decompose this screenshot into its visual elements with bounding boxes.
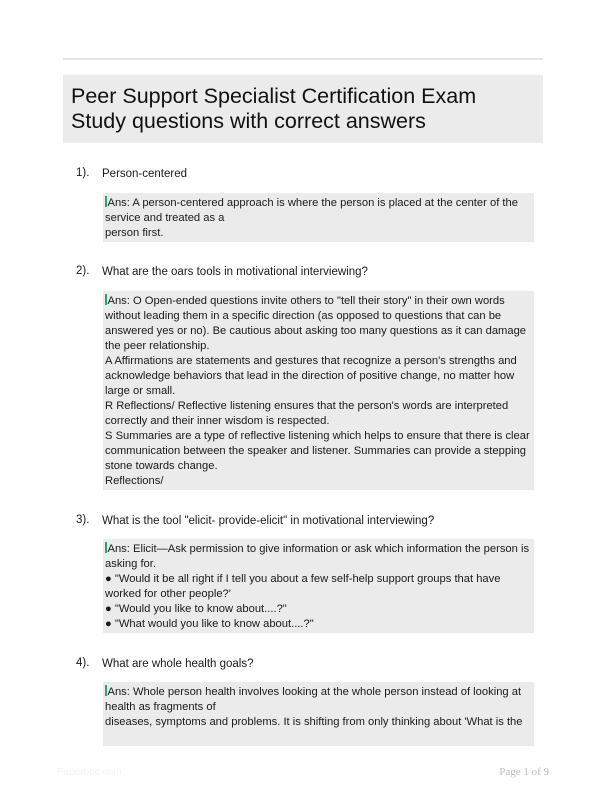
answer-marker [105, 196, 107, 207]
answer-line: Ans: O Open-ended questions invite others to "tell their story" in their own words without leading them in a specific direction (as opposed to questions that can be answered yes or no). Be cautious about asking too many questions as it can damage the peer relationship. [105, 295, 527, 352]
answer-line: person first. [105, 227, 164, 239]
top-divider [63, 58, 543, 60]
question-number: 3). [76, 514, 90, 526]
answer-marker [105, 294, 107, 305]
question-text: What are whole health goals? [102, 658, 254, 670]
question-text: Person-centered [102, 168, 188, 180]
page-indicator: Page 1 of 9 [499, 766, 549, 778]
answer-line: Ans: A person-centered approach is where the person is placed at the center of the service and treated as a [105, 197, 518, 224]
answer-box [103, 193, 534, 242]
answer-box [103, 539, 534, 633]
answer-line: diseases, symptoms and problems. It is shifting from only thinking about 'What is the [105, 716, 523, 728]
title-banner [63, 75, 543, 143]
question-number: 1). [76, 167, 90, 179]
question-text: What is the tool "elicit- provide-elicit" in motivational interviewing? [102, 515, 435, 527]
answer-line: S Summaries are a type of reflective listening which helps to ensure that there is clear communication between the speaker and listener. Summaries can provide a stepping stone towards change. [105, 430, 530, 472]
question-number: 2). [76, 265, 90, 277]
document-title: Peer Support Specialist Certification Exam Study questions with correct answers [71, 84, 477, 133]
answer-line: ● "Would you like to know about....?" [105, 603, 287, 615]
question-number: 4). [76, 657, 90, 669]
answer-box [103, 291, 534, 490]
answer-line: R Reflections/ Reflective listening ensures that the person's words are interpreted correctly and their inner wisdom is respected. [105, 400, 509, 427]
answer-line: ● "What would you like to know about....?" [105, 618, 314, 630]
answer-line: Ans: Elicit—Ask permission to give information or ask which information the person is asking for. [105, 543, 530, 570]
answer-line: A Affirmations are statements and gestures that recognize a person's strengths and acknowledge behaviors that lead in the direction of positive change, no matter how large or small. [105, 355, 517, 397]
answer-box [103, 682, 534, 746]
answer-marker [105, 542, 107, 553]
answer-line: Reflections/ [105, 475, 164, 487]
answer-marker [105, 685, 107, 696]
answer-line: ● "Would it be all right if I tell you about a few self-help support groups that have worked for other people?' [105, 573, 501, 600]
watermark: Paperbbc.com [57, 767, 122, 778]
question-text: What are the oars tools in motivational interviewing? [102, 266, 368, 278]
answer-line: Ans: Whole person health involves looking at the whole person instead of looking at health as fragments of [105, 686, 522, 713]
